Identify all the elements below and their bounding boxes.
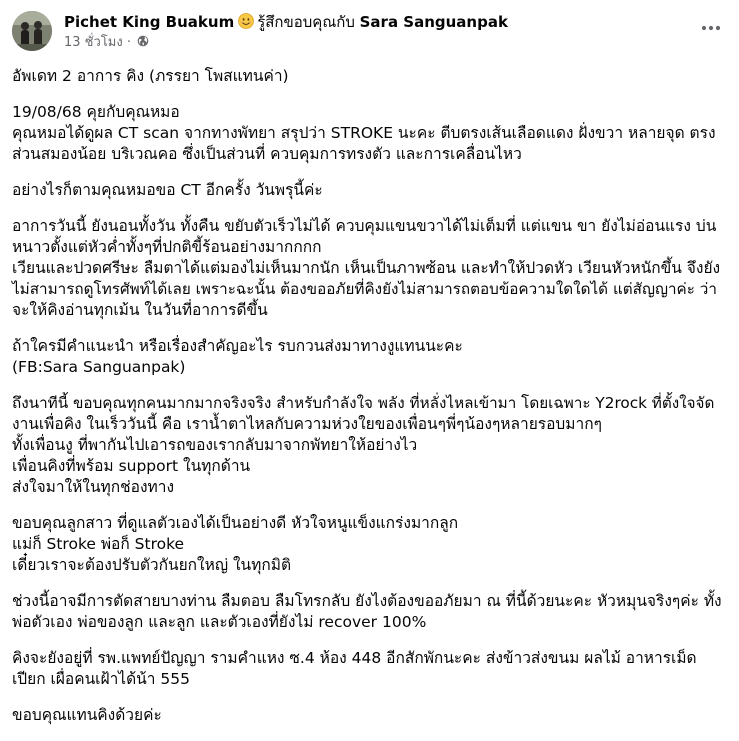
- post-text-line: คุณหมอได้ดูผล CT scan จากทางพัทยา สรุปว่า STROKE นะคะ ตีบตรงเส้นเลือดแดง ฝั่งขวา หลายจุด ตรง: [12, 124, 716, 142]
- more-options-button[interactable]: [697, 18, 725, 38]
- post-text-line: ถึงนาทีนี้ ขอบคุณทุกคนมากมากจริงจริง สำหรับกำลังใจ พลัง ที่หลั่งไหลเข้ามา โดยเฉพาะ Y2rock ที่ตั้งใจจัด: [12, 394, 715, 412]
- post-text-line: 19/08/68 คุยกับคุณหมอ: [12, 103, 180, 121]
- post-text-line: แม่ก็ Stroke พ่อก็ Stroke: [12, 535, 185, 553]
- post-text-line: ช่วงนี้อาจมีการตัดสายบางท่าน ลืมตอบ ลืมโทรกลับ ยังไงต้องขออภัยมา ณ ที่นี้ด้วยนะคะ หัวหมุนจริงๆค่ะ ทั้ง: [12, 592, 722, 610]
- post-paragraph: [12, 705, 724, 726]
- post-paragraph: [12, 180, 724, 201]
- post-paragraph: [12, 513, 724, 576]
- post-text-line: เปียก เผื่อคนเฝ้าได้น้า 555: [12, 670, 190, 688]
- post-body: [12, 66, 724, 741]
- post-text-line: ขอบคุณลูกสาว ที่ดูแลตัวเองได้เป็นอย่างดี หัวใจหนูแข็งแกร่งมากลูก: [12, 514, 459, 532]
- post-meta: [64, 35, 149, 51]
- post-paragraph: [12, 393, 724, 498]
- post-text-line: ส่วนสมองน้อย บริเวณคอ ซึ่งเป็นส่วนที่ ควบคุมการทรงตัว และการเคลื่อนไหว: [12, 145, 522, 163]
- post-timestamp[interactable]: 13 ชั่วโมง: [64, 35, 123, 50]
- post-text-line: เดี๋ยวเราจะต้องปรับตัวกันยกใหญ่ ในทุกมิติ: [12, 556, 292, 574]
- post-text-line: (FB:Sara Sanguanpak): [12, 358, 186, 376]
- author-avatar[interactable]: [12, 11, 52, 51]
- meta-separator: ·: [126, 35, 131, 50]
- post-text-line: อย่างไรก็ตามคุณหมอขอ CT อีกครั้ง วันพรุนี้ค่ะ: [12, 181, 323, 199]
- author-name[interactable]: Pichet King Buakum: [64, 13, 235, 31]
- post-text-line: พ่อตัวเอง พ่อของลูก และลูก และตัวเองที่ยังไม่ recover 100%: [12, 613, 427, 631]
- post-text-line: ส่งใจมาให้ในทุกช่องทาง: [12, 478, 175, 496]
- post-text-line: อัพเดท 2 อาการ คิง (ภรรยา โพสแทนค่า): [12, 67, 289, 85]
- post-text-line: งานเพื่อคิง ในเร็ววันนี้ คือ เราน้ำตาไหลกับความห่วงใยของเพื่อนๆพี่ๆน้องๆหลายรอบมากๆ: [12, 415, 602, 433]
- post-text-line: ถ้าใครมีคำแนะนำ หรือเรื่องสำคัญอะไร รบกวนส่งมาทางงูแทนนะคะ: [12, 337, 463, 355]
- post-text-line: คิงจะยังอยู่ที่ รพ.แพทย์ปัญญา รามคำแหง ซ.4 ห้อง 448 อีกสักพักนะคะ ส่งข้าวส่งขนม ผลไม้ อาหารเม็ด: [12, 649, 697, 667]
- post-paragraph: [12, 648, 724, 690]
- post-text-line: เพื่อนคิงที่พร้อม support ในทุกด้าน: [12, 457, 251, 475]
- globe-icon[interactable]: [137, 35, 149, 47]
- post-paragraph: [12, 216, 724, 321]
- more-horizontal-icon: [701, 25, 721, 31]
- post-text-line: ทั้งเพื่อนงู ที่พากันไปเอารถของเรากลับมาจากพัทยาให้อย่างไว: [12, 436, 418, 454]
- feeling-text: รู้สึกขอบคุณกับ: [257, 13, 355, 31]
- avatar-photo-icon: [12, 11, 52, 51]
- post-text-line: จะให้คิงอ่านทุกเม้น ในวันที่อาการดีขึ้น: [12, 301, 268, 319]
- post-paragraph: [12, 66, 724, 87]
- post-text-line: หนาวตั้งแต่หัวค่ำทั้งๆที่ปกติขี้ร้อนอย่างมากกกก: [12, 238, 322, 256]
- post-text-line: ขอบคุณแทนคิงด้วยค่ะ: [12, 706, 162, 724]
- smiling-face-emoji-icon: [238, 13, 254, 29]
- tagged-person-name[interactable]: Sara Sanguanpak: [359, 13, 508, 31]
- post-paragraph: [12, 336, 724, 378]
- post-text-line: ไม่สามารถดูโทรศัพท์ได้เลย เพราะฉะนั้น ต้องขออภัยที่คิงยังไม่สามารถตอบข้อความใดใดได้ แต่สัญญาค่ะ ว่า: [12, 280, 717, 298]
- post-paragraph: [12, 591, 724, 633]
- post-paragraph: [12, 102, 724, 165]
- post-text-line: เวียนและปวดศรีษะ ลืมตาได้แต่มองไม่เห็นมากนัก เห็นเป็นภาพซ้อน และทำให้ปวดหัว เวียนหัวหนักขึ้น จึงยัง: [12, 259, 721, 277]
- post-header: [12, 10, 727, 56]
- author-line: [64, 12, 508, 32]
- post-text-line: อาการวันนี้ ยังนอนทั้งวัน ทั้งคืน ขยับตัวเร็วไม่ได้ ควบคุมแขนขวาได้ไม่เต็มที่ แต่แขน ขา ยังไม่อ่อนแรง บ่น: [12, 217, 717, 235]
